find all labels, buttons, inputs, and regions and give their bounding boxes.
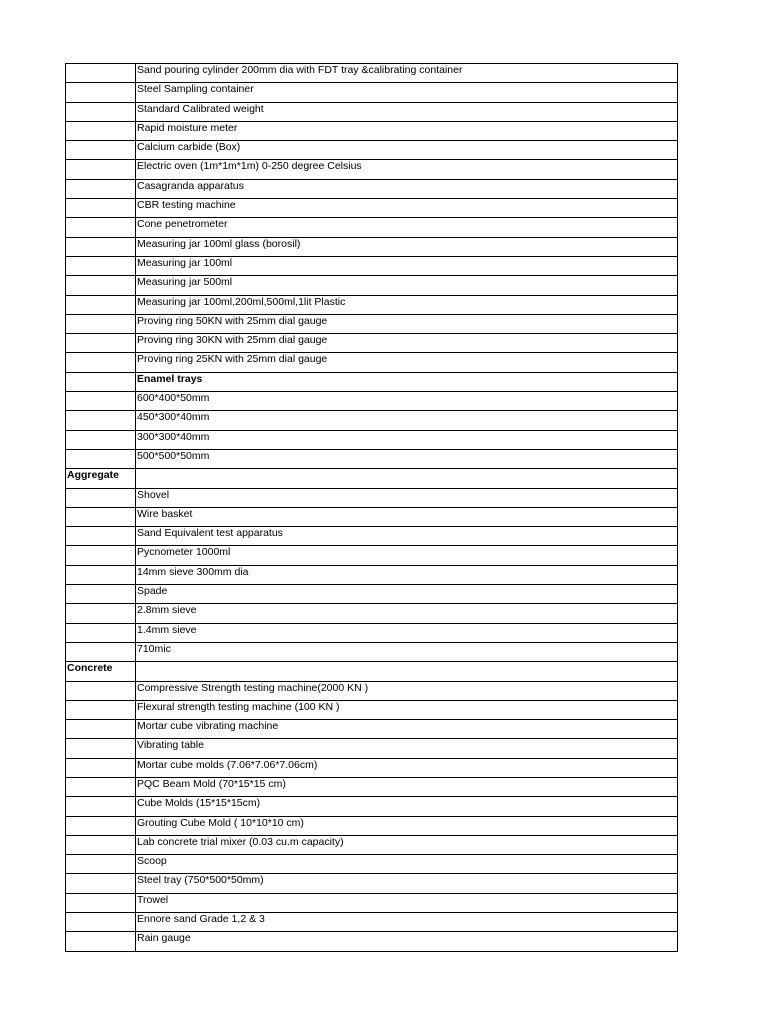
table-row (66, 777, 678, 796)
empty-category-cell (66, 64, 136, 83)
empty-category-cell (66, 392, 136, 411)
table-row (66, 256, 678, 275)
empty-category-cell (66, 353, 136, 372)
empty-item-cell (136, 469, 678, 488)
table-row (66, 199, 678, 218)
equipment-item-cell: Proving ring 25KN with 25mm dial gauge (136, 353, 678, 372)
empty-category-cell (66, 83, 136, 102)
empty-category-cell (66, 527, 136, 546)
table-row (66, 874, 678, 893)
table-row (66, 179, 678, 198)
equipment-item-cell: PQC Beam Mold (70*15*15 cm) (136, 777, 678, 796)
table-row (66, 121, 678, 140)
equipment-item-cell: 14mm sieve 300mm dia (136, 565, 678, 584)
table-row (66, 720, 678, 739)
empty-category-cell (66, 121, 136, 140)
equipment-item-cell: Ennore sand Grade 1,2 & 3 (136, 913, 678, 932)
equipment-item-cell: Grouting Cube Mold ( 10*10*10 cm) (136, 816, 678, 835)
table-row (66, 932, 678, 951)
table-row (66, 64, 678, 83)
empty-category-cell (66, 218, 136, 237)
table-row (66, 449, 678, 468)
table-row (66, 913, 678, 932)
table-row (66, 835, 678, 854)
empty-category-cell (66, 835, 136, 854)
table-row (66, 237, 678, 256)
equipment-item-cell: 300*300*40mm (136, 430, 678, 449)
empty-item-cell (136, 662, 678, 681)
equipment-item-cell: Standard Calibrated weight (136, 102, 678, 121)
table-row (66, 662, 678, 681)
equipment-item-cell: 600*400*50mm (136, 392, 678, 411)
table-row (66, 488, 678, 507)
equipment-item-cell: 2.8mm sieve (136, 604, 678, 623)
table-row (66, 739, 678, 758)
table-row (66, 758, 678, 777)
table-row (66, 141, 678, 160)
equipment-item-cell: Sand Equivalent test apparatus (136, 527, 678, 546)
empty-category-cell (66, 604, 136, 623)
table-row (66, 334, 678, 353)
empty-category-cell (66, 372, 136, 391)
table-row (66, 604, 678, 623)
equipment-item-cell: Shovel (136, 488, 678, 507)
table-row (66, 411, 678, 430)
table-row (66, 565, 678, 584)
equipment-item-cell: Casagranda apparatus (136, 179, 678, 198)
empty-category-cell (66, 565, 136, 584)
empty-category-cell (66, 874, 136, 893)
category-cell: Concrete (66, 662, 136, 681)
equipment-item-cell: Flexural strength testing machine (100 KN ) (136, 700, 678, 719)
empty-category-cell (66, 276, 136, 295)
empty-category-cell (66, 179, 136, 198)
table-row (66, 507, 678, 526)
equipment-item-cell: 710mic (136, 642, 678, 661)
equipment-item-cell: Rapid moisture meter (136, 121, 678, 140)
equipment-item-cell: Cube Molds (15*15*15cm) (136, 797, 678, 816)
empty-category-cell (66, 681, 136, 700)
equipment-table (65, 63, 678, 952)
table-row (66, 797, 678, 816)
equipment-item-cell: Measuring jar 500ml (136, 276, 678, 295)
table-row (66, 102, 678, 121)
empty-category-cell (66, 160, 136, 179)
table-row (66, 642, 678, 661)
equipment-item-cell: Proving ring 30KN with 25mm dial gauge (136, 334, 678, 353)
empty-category-cell (66, 295, 136, 314)
equipment-item-cell: Measuring jar 100ml,200ml,500ml,1lit Plastic (136, 295, 678, 314)
empty-category-cell (66, 855, 136, 874)
equipment-item-cell: Scoop (136, 855, 678, 874)
equipment-item-cell: Mortar cube vibrating machine (136, 720, 678, 739)
table-row (66, 372, 678, 391)
equipment-table-body (66, 64, 678, 952)
category-cell: Aggregate (66, 469, 136, 488)
table-row (66, 295, 678, 314)
empty-category-cell (66, 141, 136, 160)
empty-category-cell (66, 585, 136, 604)
equipment-item-cell: Measuring jar 100ml (136, 256, 678, 275)
empty-category-cell (66, 102, 136, 121)
table-row (66, 314, 678, 333)
table-row (66, 430, 678, 449)
table-row (66, 546, 678, 565)
equipment-item-cell: Sand pouring cylinder 200mm dia with FDT tray &calibrating container (136, 64, 678, 83)
table-row (66, 855, 678, 874)
equipment-item-cell: Steel Sampling container (136, 83, 678, 102)
equipment-item-cell: Mortar cube molds (7.06*7.06*7.06cm) (136, 758, 678, 777)
equipment-item-cell: Measuring jar 100ml glass (borosil) (136, 237, 678, 256)
empty-category-cell (66, 893, 136, 912)
empty-category-cell (66, 449, 136, 468)
empty-category-cell (66, 199, 136, 218)
table-row (66, 218, 678, 237)
empty-category-cell (66, 816, 136, 835)
table-row (66, 681, 678, 700)
empty-category-cell (66, 720, 136, 739)
equipment-item-cell: Enamel trays (136, 372, 678, 391)
table-row (66, 816, 678, 835)
empty-category-cell (66, 758, 136, 777)
equipment-item-cell: 1.4mm sieve (136, 623, 678, 642)
empty-category-cell (66, 430, 136, 449)
equipment-item-cell: Vibrating table (136, 739, 678, 758)
equipment-item-cell: Electric oven (1m*1m*1m) 0-250 degree Celsius (136, 160, 678, 179)
table-row (66, 276, 678, 295)
equipment-item-cell: Calcium carbide (Box) (136, 141, 678, 160)
empty-category-cell (66, 913, 136, 932)
table-row (66, 469, 678, 488)
empty-category-cell (66, 642, 136, 661)
equipment-item-cell: Compressive Strength testing machine(2000 KN ) (136, 681, 678, 700)
empty-category-cell (66, 739, 136, 758)
equipment-item-cell: CBR testing machine (136, 199, 678, 218)
table-row (66, 893, 678, 912)
empty-category-cell (66, 488, 136, 507)
table-row (66, 700, 678, 719)
empty-category-cell (66, 546, 136, 565)
table-row (66, 160, 678, 179)
equipment-item-cell: Steel tray (750*500*50mm) (136, 874, 678, 893)
equipment-item-cell: Trowel (136, 893, 678, 912)
empty-category-cell (66, 932, 136, 951)
table-row (66, 623, 678, 642)
equipment-item-cell: Wire basket (136, 507, 678, 526)
empty-category-cell (66, 797, 136, 816)
equipment-item-cell: Lab concrete trial mixer (0.03 cu.m capacity) (136, 835, 678, 854)
table-row (66, 392, 678, 411)
equipment-item-cell: Rain gauge (136, 932, 678, 951)
table-row (66, 585, 678, 604)
empty-category-cell (66, 411, 136, 430)
empty-category-cell (66, 507, 136, 526)
equipment-item-cell: 500*500*50mm (136, 449, 678, 468)
equipment-item-cell: 450*300*40mm (136, 411, 678, 430)
empty-category-cell (66, 623, 136, 642)
table-row (66, 353, 678, 372)
equipment-item-cell: Spade (136, 585, 678, 604)
empty-category-cell (66, 256, 136, 275)
empty-category-cell (66, 777, 136, 796)
empty-category-cell (66, 700, 136, 719)
table-row (66, 83, 678, 102)
equipment-item-cell: Proving ring 50KN with 25mm dial gauge (136, 314, 678, 333)
empty-category-cell (66, 237, 136, 256)
empty-category-cell (66, 334, 136, 353)
equipment-item-cell: Pycnometer 1000ml (136, 546, 678, 565)
table-row (66, 527, 678, 546)
equipment-item-cell: Cone penetrometer (136, 218, 678, 237)
empty-category-cell (66, 314, 136, 333)
